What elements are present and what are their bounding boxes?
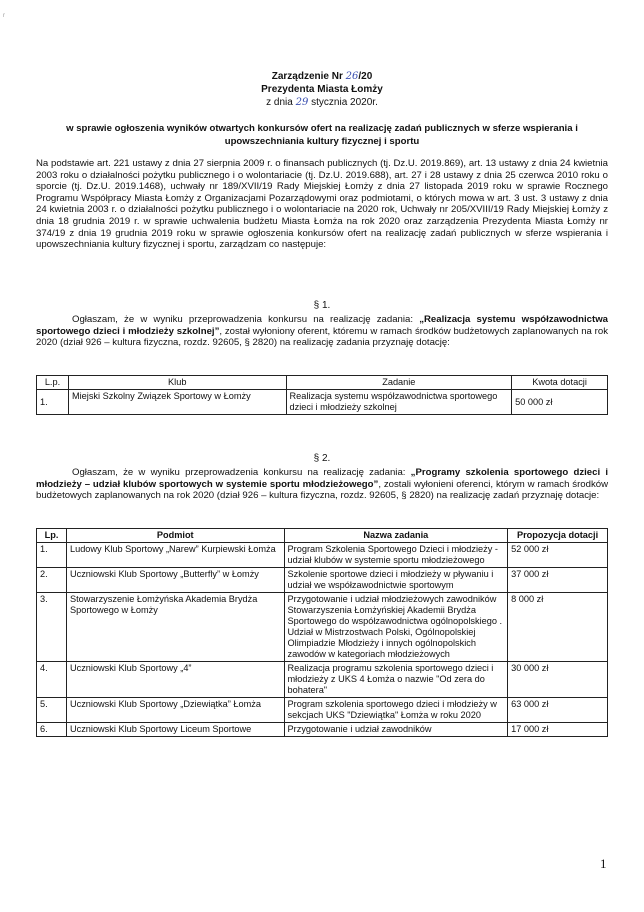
section-2-text-after: , zostali wyłonieni oferenci, którym w ramach środków budżetowych zaplanowanych na rok 2020 (dział 926 – kultura fizyczna, rozdz. 92605, § 2820) na realizację zadań przyznaję dotacje:: [36, 478, 608, 502]
cell-amount: 37 000 zł: [508, 568, 608, 593]
cell-entity: Uczniowski Klub Sportowy „Butterfly” w Łomży: [66, 568, 284, 593]
ordinance-suffix: /20: [358, 71, 373, 82]
cell-amount: 50 000 zł: [512, 390, 608, 415]
section-1-heading: § 1.: [313, 300, 331, 311]
col-header-club: Klub: [68, 376, 286, 390]
col-header-entity: Podmiot: [66, 529, 284, 543]
section-1-text-after: , został wyłoniony oferent, któremu w ramach środków budżetowych zaplanowanych na rok 2020 (dział 926 – kultura fizyczna, rozdz. 92605, § 2820) na realizację zadania przyznaję dotację:: [36, 325, 608, 349]
document-header: [0, 70, 644, 109]
table-row: [37, 593, 608, 662]
section-2-text: [36, 467, 608, 502]
issuer: Prezydenta Miasta Łomży: [261, 84, 383, 95]
col-header-lp: L.p.: [37, 376, 69, 390]
cell-amount: 30 000 zł: [508, 662, 608, 698]
cell-lp: 1.: [37, 390, 69, 415]
cell-lp: 1.: [37, 543, 67, 568]
document-title: w sprawie ogłoszenia wyników otwartych konkursów ofert na realizację zadań publicznych w sferze wspierania i upowszechniania kultury fizycznej i sportu: [66, 123, 578, 147]
corner-mark: r: [3, 13, 5, 19]
cell-lp: 3.: [37, 593, 67, 662]
section-1-text: [36, 314, 608, 349]
cell-club: Miejski Szkolny Związek Sportowy w Łomży: [68, 390, 286, 415]
section-2-text-before: Ogłaszam, że w wyniku przeprowadzenia konkursu na realizację zadania:: [72, 467, 411, 478]
table-row: [37, 390, 608, 415]
cell-task-name: Program szkolenia sportowego dzieci i młodzieży w sekcjach UKS "Dziewiątka" Łomża w roku 2020: [284, 698, 508, 723]
section-1-text-before: Ogłaszam, że w wyniku przeprowadzenia konkursu na realizację zadania:: [72, 314, 420, 325]
cell-task-name: Przygotowanie i udział zawodników: [284, 723, 508, 737]
date-suffix: stycznia 2020r.: [308, 97, 378, 108]
issue-date: [0, 96, 644, 109]
cell-amount: 52 000 zł: [508, 543, 608, 568]
col-header-task: Zadanie: [286, 376, 512, 390]
table-row: [37, 662, 608, 698]
cell-task: Realizacja systemu współzawodnictwa sportowego dzieci i młodzieży szkolnej: [286, 390, 512, 415]
col-header-proposal: Propozycja dotacji: [508, 529, 608, 543]
section-1-task-name: „Realizacja systemu współzawodnictwa sportowego dzieci i młodzieży szkolnej”: [36, 314, 608, 337]
col-header-amount: Kwota dotacji: [512, 376, 608, 390]
section-2-heading: § 2.: [313, 453, 331, 464]
table-row: [37, 723, 608, 737]
cell-task-name: Realizacja programu szkolenia sportowego dzieci i młodzieży z UKS 4 Łomża o nazwie "Od zera do bohatera": [284, 662, 508, 698]
cell-lp: 4.: [37, 662, 67, 698]
cell-entity: Stowarzyszenie Łomżyńska Akademia Brydża Sportowego w Łomży: [66, 593, 284, 662]
cell-entity: Uczniowski Klub Sportowy Liceum Sportowe: [66, 723, 284, 737]
cell-lp: 2.: [37, 568, 67, 593]
section-2-task-name: „Programy szkolenia sportowego dzieci i młodzieży – udział klubów sportowych w systemie sportu młodzieżowego”: [36, 467, 609, 490]
table-row: [37, 568, 608, 593]
cell-amount: 63 000 zł: [508, 698, 608, 723]
table-row: [37, 698, 608, 723]
date-prefix: z dnia: [266, 97, 296, 108]
section-1-table: [36, 375, 608, 415]
col-header-task-name: Nazwa zadania: [284, 529, 508, 543]
table-header-row: [37, 376, 608, 390]
cell-lp: 5.: [37, 698, 67, 723]
ordinance-number: [0, 70, 644, 83]
cell-task-name: Przygotowanie i udział młodzieżowych zawodników Stowarzyszenia Łomżyńskiej Akademii Brydża Sportowego do współzawodnictwa ogólnopolskiego . Udział w Mistrzostwach Polski, Ogólnopolskiej Olimpiadzie Młodzieży i innych ogólnopolskich zawodów w kategoriach młodzieżowych: [284, 593, 508, 662]
ordinance-prefix: Zarządzenie Nr: [271, 71, 346, 82]
table-header-row: [37, 529, 608, 543]
intro-paragraph: Na podstawie art. 221 ustawy z dnia 27 sierpnia 2009 r. o finansach publicznych (tj. Dz.U. 2019.869), art. 13 ustawy z dnia 24 kwietnia 2003 roku o działalności pożytku publicznego i o wolontariacie (tj. Dz.U. 2019.688), art. 27 i 28 ustawy z dnia 25 czerwca 2010 roku o sporcie (tj. Dz.U. 2019.1468), uchwały nr 189/XVII/19 Rady Miejskiej Łomży z dnia 27 listopada 2019 roku w sprawie Rocznego Programu Współpracy Miasta Łomży z Organizacjami Pozarządowymi oraz podmiotami, o których mowa w art. 3 ust. 3 ustawy z dnia 24 kwietnia 2003 r. o działalności pożytku publicznego i o wolontariacie na 2020 rok, Uchwały nr 205/XVIII/19 Rady Miejskiej Łomży z dnia 18 grudnia 2019 r. w sprawie uchwalenia budżetu Miasta Łomża na rok 2020 oraz zarządzenia Prezydenta Miasta Łomży nr 374/19 z dnia 19 grudnia 2019 roku w sprawie ogłoszenia konkursów ofert na realizację zadań publicznych w sferze wspierania i upowszechniania kultury fizycznej i sportu, zarządzam co następuje:: [36, 158, 608, 251]
cell-lp: 6.: [37, 723, 67, 737]
cell-entity: Uczniowski Klub Sportowy „Dziewiątka” Łomża: [66, 698, 284, 723]
cell-entity: Uczniowski Klub Sportowy „4”: [66, 662, 284, 698]
cell-amount: 17 000 zł: [508, 723, 608, 737]
cell-entity: Ludowy Klub Sportowy „Narew” Kurpiewski Łomża: [66, 543, 284, 568]
handwritten-number: 26: [345, 71, 359, 82]
cell-amount: 8 000 zł: [508, 593, 608, 662]
section-2-table: [36, 528, 608, 737]
col-header-lp: Lp.: [37, 529, 67, 543]
page-number: 1: [600, 856, 607, 871]
handwritten-day: 29: [295, 97, 309, 108]
cell-task-name: Program Szkolenia Sportowego Dzieci i młodzieży - udział klubów w systemie sportu młodzieżowego: [284, 543, 508, 568]
cell-task-name: Szkolenie sportowe dzieci i młodzieży w pływaniu i udział we współzawodnictwie sportowym: [284, 568, 508, 593]
table-row: [37, 543, 608, 568]
